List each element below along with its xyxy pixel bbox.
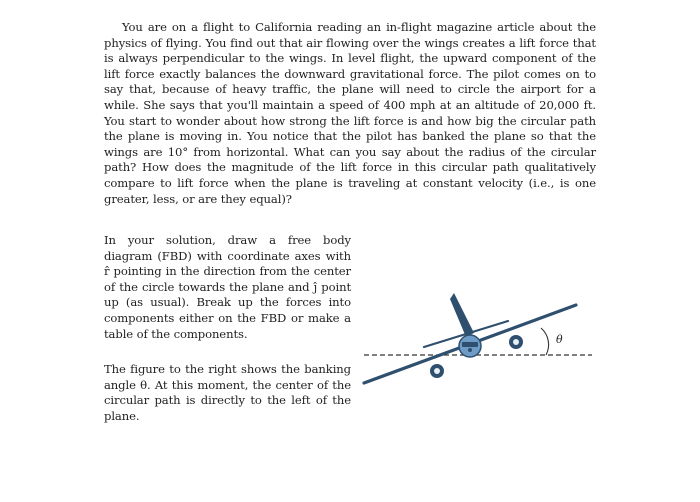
figure-caption: The figure to the right shows the banking angle θ. At this moment, the center of the circular path is directly to the left of the plane. <box>104 362 351 423</box>
banked-airplane-figure <box>358 285 598 395</box>
tail-fin <box>450 293 474 337</box>
cockpit-windows <box>462 342 478 347</box>
problem-statement: You are on a flight to California reading an in-flight magazine article about the physics of flying. You find out that air flowing over the wings creates a lift force that is always perpendicular to the wings. In level flight, the upward component of the lift force exactly balances the downward gravitational force. The pilot comes on to say that, because of heavy traffic, the plane will need to circle the airport for a while. She says that you'll maintain a speed of 400 mph at an altitude of 20,000 ft. You start to wonder about how strong the lift force is and how big the circular path the plane is moving in. You notice that the pilot has banked the plane so that the wings are 10° from horizontal. What can you say about the radius of the circular path? How does the magnitude of the lift force in this circular path qualitatively compare to lift force when the plane is traveling at constant velocity (i.e., is one greater, less, or are they equal)? <box>104 20 596 206</box>
bank-angle-arc <box>541 328 549 355</box>
right-engine-core <box>513 339 519 345</box>
bank-angle-label: θ <box>556 333 563 346</box>
fbd-instructions: In your solution, draw a free body diagram (FBD) with coordinate axes with r̂ pointing in the direction from the center of the circle towards the plane and ĵ point up (as usual). Break up the forces into components either on the FBD or make a table of the components. <box>104 233 351 341</box>
airplane-diagram <box>358 285 598 395</box>
nose-detail <box>468 348 472 352</box>
left-engine-core <box>434 368 440 374</box>
